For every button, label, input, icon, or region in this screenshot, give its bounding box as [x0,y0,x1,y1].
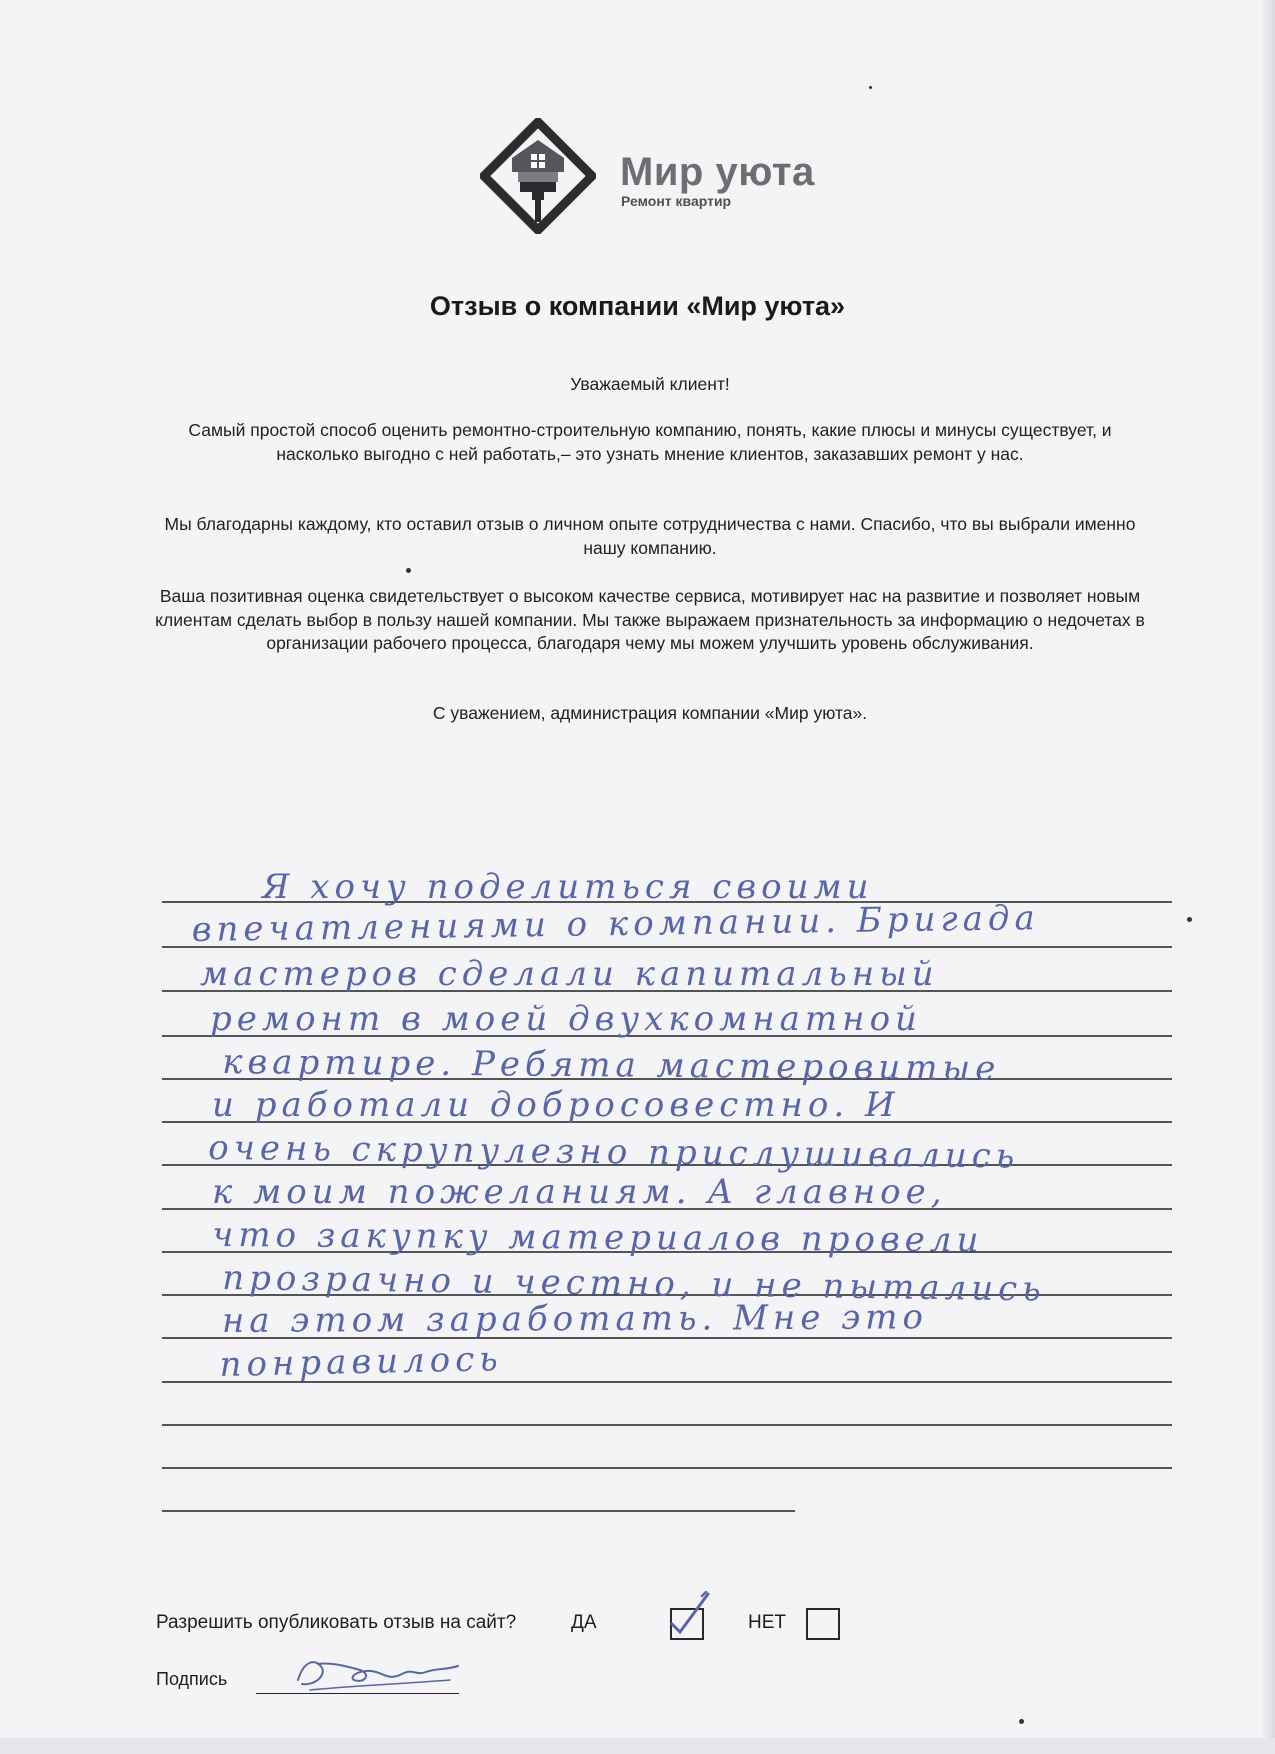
scan-speck [1019,1719,1024,1724]
logo-name: Мир уюта [620,150,815,194]
scan-speck [869,86,872,89]
signature-label: Подпись [156,1669,228,1689]
intro-paragraph-1: Самый простой способ оценить ремонтно-строительную компанию, понять, какие плюсы и минусы существует, и насколько выгодно с ней работать,– это узнать мнение клиентов, заказавших ремонт у нас. [188,420,1112,464]
review-line: понравилось [219,1339,504,1385]
document-title: Отзыв о компании «Мир уюта» [429,291,846,321]
review-line: мастеров сделали капитальный [200,954,939,994]
logo-tagline: Ремонт квартир [621,193,732,209]
handwritten-check-mark [664,1588,720,1644]
consent-no-label: НЕТ [748,1612,786,1633]
review-line: что закупку материалов провели [212,1215,984,1261]
review-line: очень скрупулезно прислушивались [208,1128,1020,1177]
scan-speck [1187,917,1192,922]
publish-consent-question: Разрешить опубликовать отзыв на сайт? [156,1612,517,1633]
consent-yes-label: ДА [571,1612,597,1633]
review-line: и работали добросовестно. И [212,1085,900,1125]
consent-no-checkbox[interactable] [806,1608,840,1640]
scan-speck [406,568,411,573]
review-line: ремонт в моей двухкомнатной [210,999,922,1039]
intro-paragraph-2: Мы благодарны каждому, кто оставил отзыв о личном опыте сотрудничества с нами. Спасибо, что вы выбрали именно нашу компанию. [164,514,1136,558]
handwritten-signature [290,1650,470,1700]
review-line: Я хочу поделиться своими [262,867,874,907]
review-line: на этом заработать. Мне это [221,1297,929,1341]
greeting: Уважаемый клиент! [570,374,730,394]
review-line: прозрачно и честно, и не пытались [222,1258,1046,1310]
review-line: к моим пожеланиям. А главное, [212,1172,947,1212]
intro-paragraph-3: Ваша позитивная оценка свидетельствует о высоком качестве сервиса, мотивирует нас на развитие и позволяет новым клиентам сделать выбор в пользу нашей компании. Мы также выражаем признательность за информацию о недочетах в организации рабочего процесса, благодаря чему мы можем улучшить уровень обслуживания. [155,586,1145,653]
closing-line: С уважением, администрация компании «Мир уюта». [432,703,868,723]
review-line: квартире. Ребята мастеровитые [222,1042,1001,1089]
review-line: впечатлениями о компании. Бригада [191,898,1040,950]
